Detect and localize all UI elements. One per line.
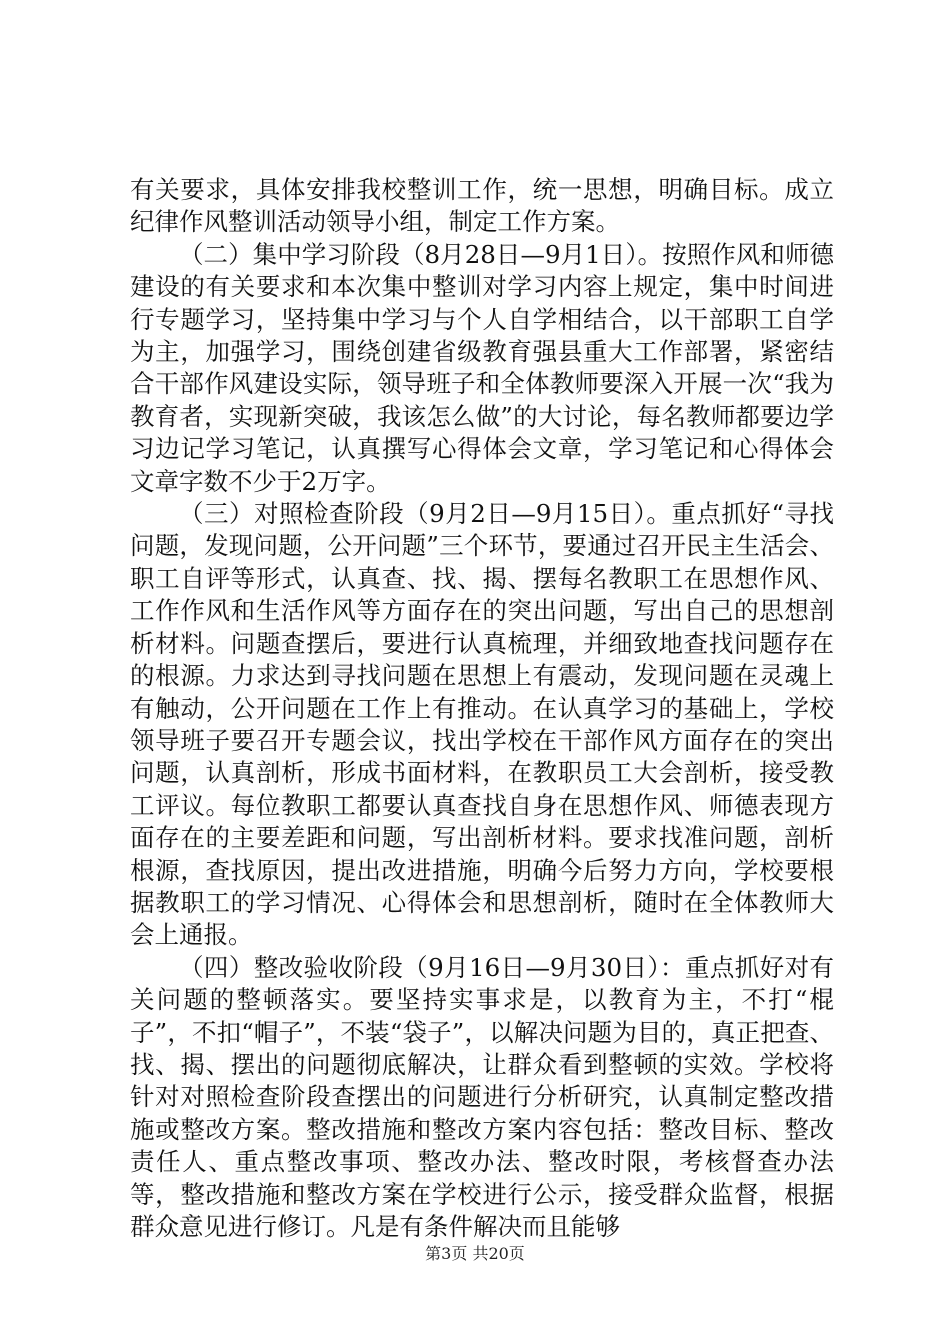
document-body bbox=[130, 174, 834, 1243]
paragraph-stage-2: （二）集中学习阶段（8月28日—9月1日）。按照作风和师德建设的有关要求和本次集中整训对学习内容上规定，集中时间进行专题学习，坚持集中学习与个人自学相结合，以干部职工自学为主，加强学习，围绕创建省级教育强县重大工作部署，紧密结合干部作风建设实际，领导班子和全体教师要深入开展一次“我为教育者，实现新突破，我该怎么做”的大讨论，每名教师都要边学习边记学习笔记，认真撰写心得体会文章，学习笔记和心得体会文章字数不少于2万字。 bbox=[130, 239, 834, 496]
page-number-footer: 第3页 共20页 bbox=[425, 1244, 525, 1263]
paragraph-stage-3: （三）对照检查阶段（9月2日—9月15日）。重点抓好“寻找问题，发现问题，公开问题”三个环节，要通过召开民主生活会、职工自评等形式，认真查、找、揭、摆每名教职工在思想作风、工作作风和生活作风等方面存在的突出问题，写出自己的思想剖析材料。问题查摆后，要进行认真梳理，并细致地查找问题存在的根源。力求达到寻找问题在思想上有震动，发现问题在灵魂上有触动，公开问题在工作上有推动。在认真学习的基础上，学校领导班子要召开专题会议，找出学校在干部作风方面存在的突出问题，认真剖析，形成书面材料，在教职员工大会剖析，接受教工评议。每位教职工都要认真查找自身在思想作风、师德表现方面存在的主要差距和问题，写出剖析材料。要求找准问题，剖析根源，查找原因，提出改进措施，明确今后努力方向，学校要根据教职工的学习情况、心得体会和思想剖析，随时在全体教师大会上通报。 bbox=[130, 499, 834, 950]
paragraph-intro: 有关要求，具体安排我校整训工作，统一思想，明确目标。成立纪律作风整训活动领导小组，制定工作方案。 bbox=[130, 175, 834, 237]
paragraph-stage-4: （四）整改验收阶段（9月16日—9月30日）：重点抓好对有关问题的整顿落实。要坚持实事求是，以教育为主，不打“棍子”，不扣“帽子”，不装“袋子”，以解决问题为目的，真正把查、找、揭、摆出的问题彻底解决，让群众看到整顿的实效。学校将针对对照检查阶段查摆出的问题进行分析研究，认真制定整改措施或整改方案。整改措施和整改方案内容包括：整改目标、整改责任人、重点整改事项、整改办法、整改时限，考核督查办法等，整改措施和整改方案在学校进行公示，接受群众监督，根据群众意见进行修订。凡是有条件解决而且能够 bbox=[130, 952, 834, 1241]
